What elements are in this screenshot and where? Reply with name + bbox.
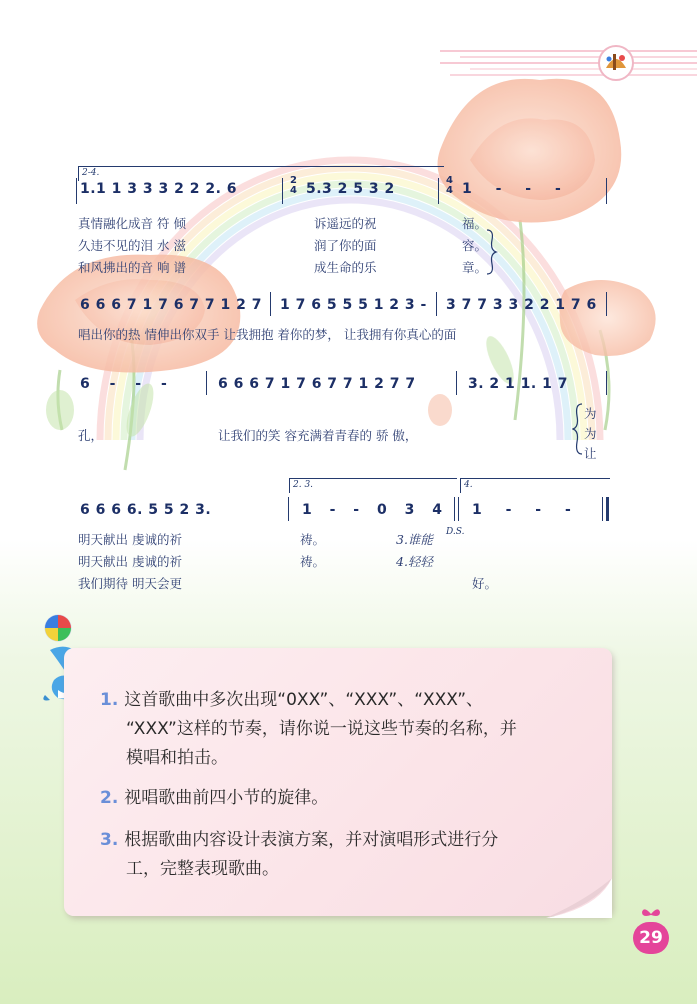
question-1 xyxy=(100,686,483,715)
question-number: 3. xyxy=(100,830,119,850)
brace-icon xyxy=(484,228,498,276)
lyric-line: 好。 xyxy=(472,576,498,591)
poppy-flower-icon xyxy=(438,79,622,223)
notes-measure-13: 1 - - - xyxy=(472,502,572,518)
time-signature: 4 4 xyxy=(446,175,454,196)
notes-measure-1-2: 1.1 1 3 3 3 2 2 2. 6 xyxy=(80,181,238,197)
butterfly-icon xyxy=(640,906,662,922)
barline xyxy=(454,497,455,521)
lyric-line: 让我们的笑 容充满着青春的 骄 傲， xyxy=(218,428,418,443)
lyric-side: 为 xyxy=(584,406,597,421)
music-instruments-logo-icon xyxy=(596,44,636,82)
question-3-line-2: 工，完整表现歌曲。 xyxy=(126,859,279,879)
question-text: 视唱歌曲前四小节的旋律。 xyxy=(124,788,329,808)
question-text: 根据歌曲内容设计表演方案，并对演唱形式进行分 xyxy=(124,830,499,850)
notes-measure-12: 1 - - 0 3 4 xyxy=(302,502,443,518)
question-2 xyxy=(100,784,328,813)
notes-measure-3: 5.3 2 5 3 2 xyxy=(306,181,395,197)
notes-measure-10: 3. 2 1 1. 1 7 xyxy=(468,376,568,392)
page-curl-icon xyxy=(546,878,616,920)
barline xyxy=(456,371,457,395)
lyric-line: 诉遥远的祝 xyxy=(314,216,377,231)
poppy-flower-icon xyxy=(560,280,656,356)
barline xyxy=(606,292,607,316)
lyric-line: 4.轻轻 xyxy=(396,554,433,569)
question-number: 1. xyxy=(100,690,119,710)
lyric-line: 明天献出 虔诚的祈 xyxy=(78,554,182,569)
barline xyxy=(606,178,607,204)
lyric-line: 久违不见的泪 水 滋 xyxy=(78,238,186,253)
notes-measure-11: 6 6 6 6. 5 5 2 3. xyxy=(80,502,212,518)
barline xyxy=(458,497,459,521)
notes-measure-5: 6 6 6 7 1 7 6 7 7 1 2 7 xyxy=(80,297,263,313)
lyric-line: 祷。 xyxy=(300,532,326,547)
lyric-line: 3.谁能 xyxy=(396,532,433,547)
lyric-line: 福。 xyxy=(462,216,488,231)
volta-bracket: 2-4. xyxy=(78,166,444,181)
lyric-line: 孔， xyxy=(78,428,104,443)
barline xyxy=(270,292,271,316)
barline xyxy=(282,178,283,204)
question-number: 2. xyxy=(100,788,119,808)
lyric-line: 容。 xyxy=(462,238,488,253)
notes-measure-4: 1 - - - xyxy=(462,181,562,197)
barline xyxy=(206,371,207,395)
flower-bud-icon xyxy=(428,394,452,426)
volta-bracket: 4. xyxy=(460,478,610,493)
beach-ball-icon xyxy=(45,615,71,641)
question-1-line-2: “XXX”这样的节奏，请你说一说这些节奏的名称，并 xyxy=(126,719,517,739)
notes-measure-6: 1 7 6 5 5 5 1 2 3 - xyxy=(280,297,427,313)
ds-marking: D.S. xyxy=(446,527,465,537)
page-number: 29 xyxy=(633,922,669,954)
lyric-line: 我们期待 明天会更 xyxy=(78,576,182,591)
notes-measure-7: 3 7 7 3 3 2 2 1 7 6 xyxy=(446,297,597,313)
lyric-line: 和风拂出的音 响 谱 xyxy=(78,260,186,275)
lyric-line: 章。 xyxy=(462,260,488,275)
header-stripes xyxy=(440,44,697,84)
lyric-line: 真情融化成音 符 倾 xyxy=(78,216,186,231)
barline xyxy=(438,178,439,204)
lyric-side: 让 xyxy=(584,446,597,461)
barline xyxy=(76,178,77,204)
barline xyxy=(436,292,437,316)
question-1-line-3: 模唱和拍击。 xyxy=(126,748,228,768)
lyric-line: 祷。 xyxy=(300,554,326,569)
barline xyxy=(606,371,607,395)
notes-measure-8: 6 - - - xyxy=(80,376,168,392)
lyric-side: 为 xyxy=(584,426,597,441)
question-text: 这首歌曲中多次出现“0XX”、“XXX”、“XXX”、 xyxy=(124,690,484,710)
lyric-line: 润了你的面 xyxy=(314,238,377,253)
lyric-line: 明天献出 虔诚的祈 xyxy=(78,532,182,547)
volta-bracket: 2. 3. xyxy=(289,478,457,493)
lyric-line: 成生命的乐 xyxy=(314,260,377,275)
lyric-line: 唱出你的热 情伸出你双手 让我拥抱 着你的梦， 让我拥有你真心的面 xyxy=(78,327,457,342)
notes-measure-9: 6 6 6 7 1 7 6 7 7 1 2 7 7 xyxy=(218,376,416,392)
brace-icon xyxy=(572,402,584,456)
barline xyxy=(602,497,603,521)
question-3 xyxy=(100,826,498,855)
final-barline xyxy=(606,497,609,521)
time-signature: 2 4 xyxy=(290,175,298,196)
barline xyxy=(288,497,289,521)
